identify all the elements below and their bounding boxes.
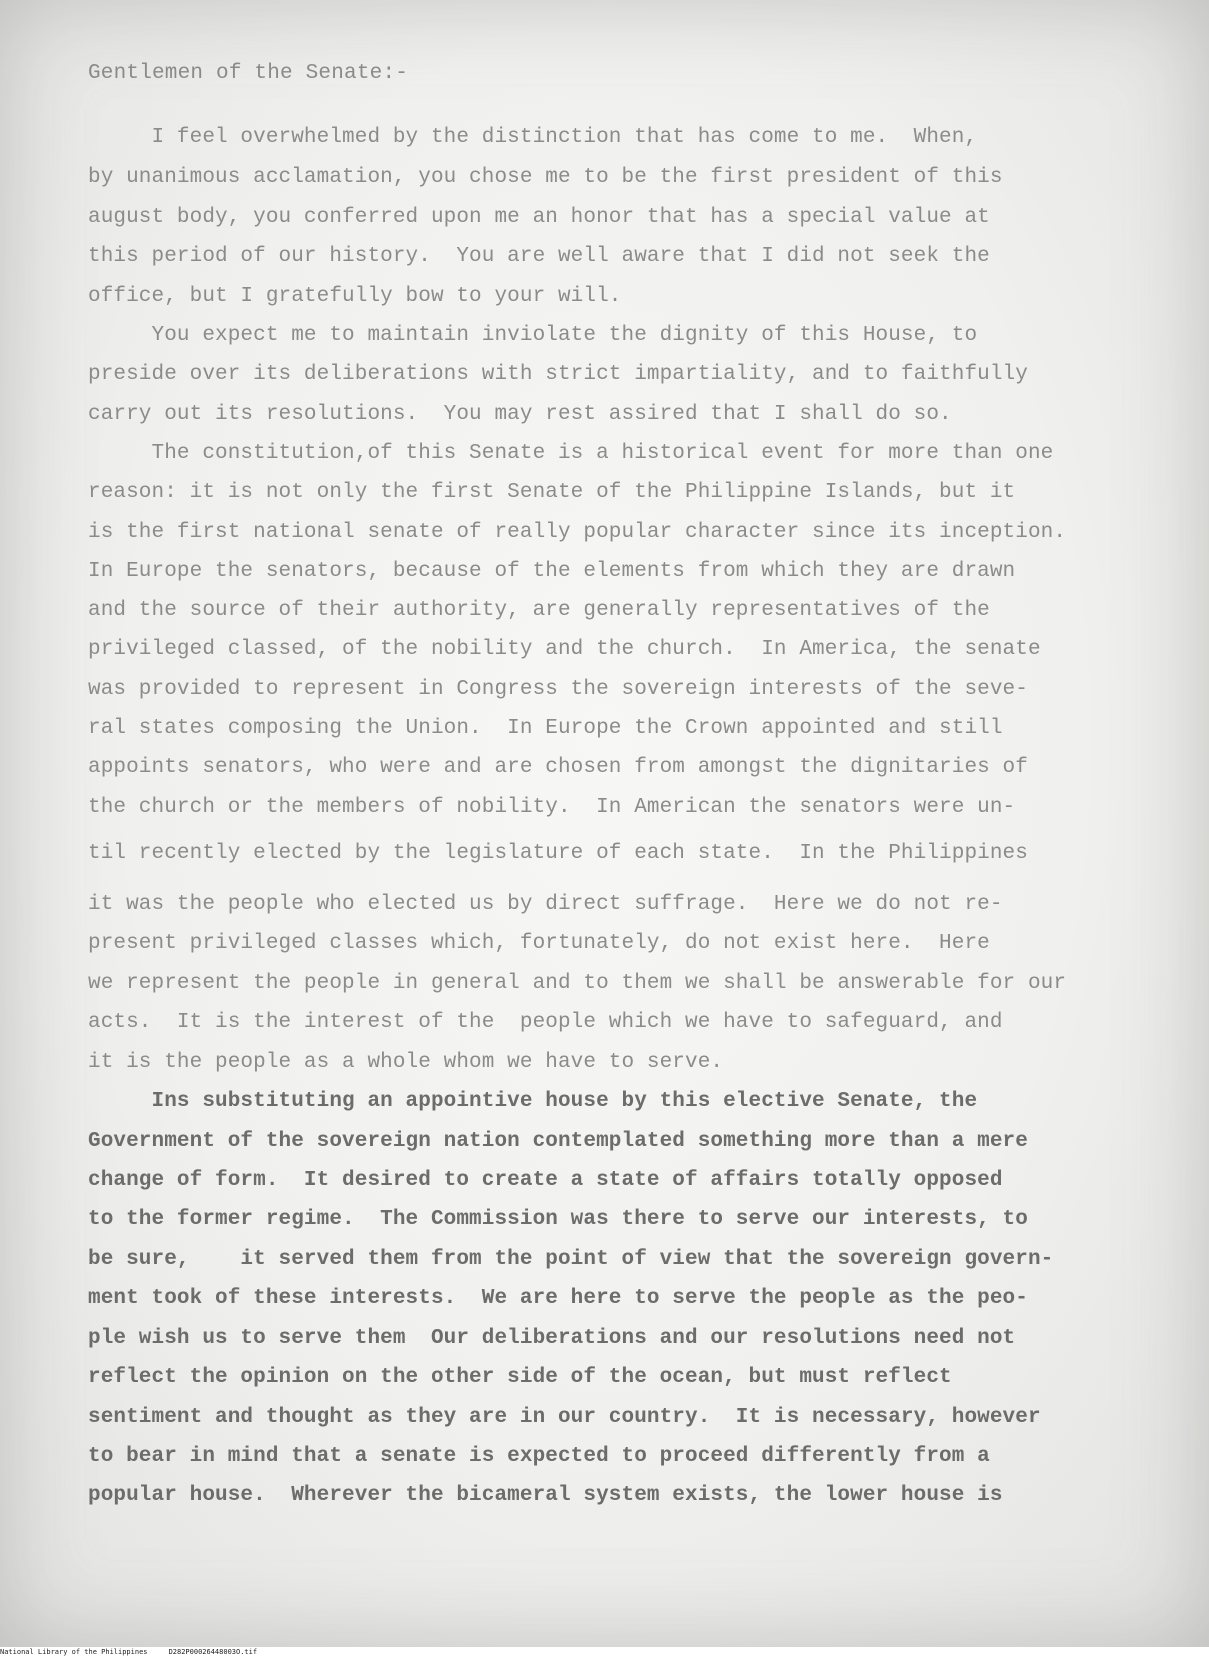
text-line: is the first national senate of really popular character since its inception.: [88, 521, 1067, 544]
text-line: ral states composing the Union. In Europe the Crown appointed and still: [88, 717, 1003, 740]
text-line: carry out its resolutions. You may rest assired that I shall do so.: [88, 403, 952, 426]
text-line: ple wish us to serve them Our deliberations and our resolutions need not: [88, 1327, 1016, 1350]
text-line: to the former regime. The Commission was there to serve our interests, to: [88, 1208, 1028, 1231]
text-line: til recently elected by the legislature of each state. In the Philippines: [88, 842, 1028, 865]
text-line: The constitution,of this Senate is a historical event for more than one: [88, 442, 1054, 465]
text-line: sentiment and thought as they are in our country. It is necessary, however: [88, 1406, 1041, 1429]
text-line: we represent the people in general and to them we shall be answerable for our: [88, 972, 1067, 995]
text-line: reflect the opinion on the other side of the ocean, but must reflect: [88, 1366, 952, 1389]
text-line: it is the people as a whole whom we have to serve.: [88, 1051, 724, 1074]
text-line: and the source of their authority, are generally representatives of the: [88, 599, 990, 622]
text-line: popular house. Wherever the bicameral system exists, the lower house is: [88, 1484, 1003, 1507]
text-line: change of form. It desired to create a state of affairs totally opposed: [88, 1169, 1003, 1192]
text-line: reason: it is not only the first Senate of the Philippine Islands, but it: [88, 481, 1016, 504]
text-line: be sure, it served them from the point of view that the sovereign govern-: [88, 1248, 1054, 1271]
text-line: ment took of these interests. We are here to serve the people as the peo-: [88, 1287, 1028, 1310]
text-line: this period of our history. You are well aware that I did not seek the: [88, 245, 990, 268]
text-line: august body, you conferred upon me an honor that has a special value at: [88, 206, 990, 229]
text-line: office, but I gratefully bow to your will.: [88, 285, 622, 308]
text-line: Ins substituting an appointive house by this elective Senate, the: [88, 1090, 978, 1113]
text-line: acts. It is the interest of the people which we have to safeguard, and: [88, 1011, 1003, 1034]
text-line: by unanimous acclamation, you chose me to be the first president of this: [88, 166, 1003, 189]
text-line: to bear in mind that a senate is expected to proceed differently from a: [88, 1445, 990, 1468]
text-line: was provided to represent in Congress the sovereign interests of the seve-: [88, 678, 1028, 701]
text-line: Government of the sovereign nation contemplated something more than a mere: [88, 1130, 1028, 1153]
text-line: I feel overwhelmed by the distinction that has come to me. When,: [88, 126, 978, 149]
text-line: present privileged classes which, fortunately, do not exist here. Here: [88, 932, 990, 955]
text-line: preside over its deliberations with strict impartiality, and to faithfully: [88, 363, 1028, 386]
text-line: it was the people who elected us by direct suffrage. Here we do not re-: [88, 893, 1003, 916]
text-line: the church or the members of nobility. In American the senators were un-: [88, 796, 1016, 819]
text-line: In Europe the senators, because of the elements from which they are drawn: [88, 560, 1016, 583]
text-line: appoints senators, who were and are chosen from amongst the dignitaries of: [88, 756, 1028, 779]
text-line: privileged classed, of the nobility and the church. In America, the senate: [88, 638, 1041, 661]
salutation: Gentlemen of the Senate:-: [88, 62, 409, 85]
scan-footer: National Library of the Philippines D282P00026448003O.tif: [0, 1647, 1209, 1658]
text-line: You expect me to maintain inviolate the dignity of this House, to: [88, 324, 978, 347]
